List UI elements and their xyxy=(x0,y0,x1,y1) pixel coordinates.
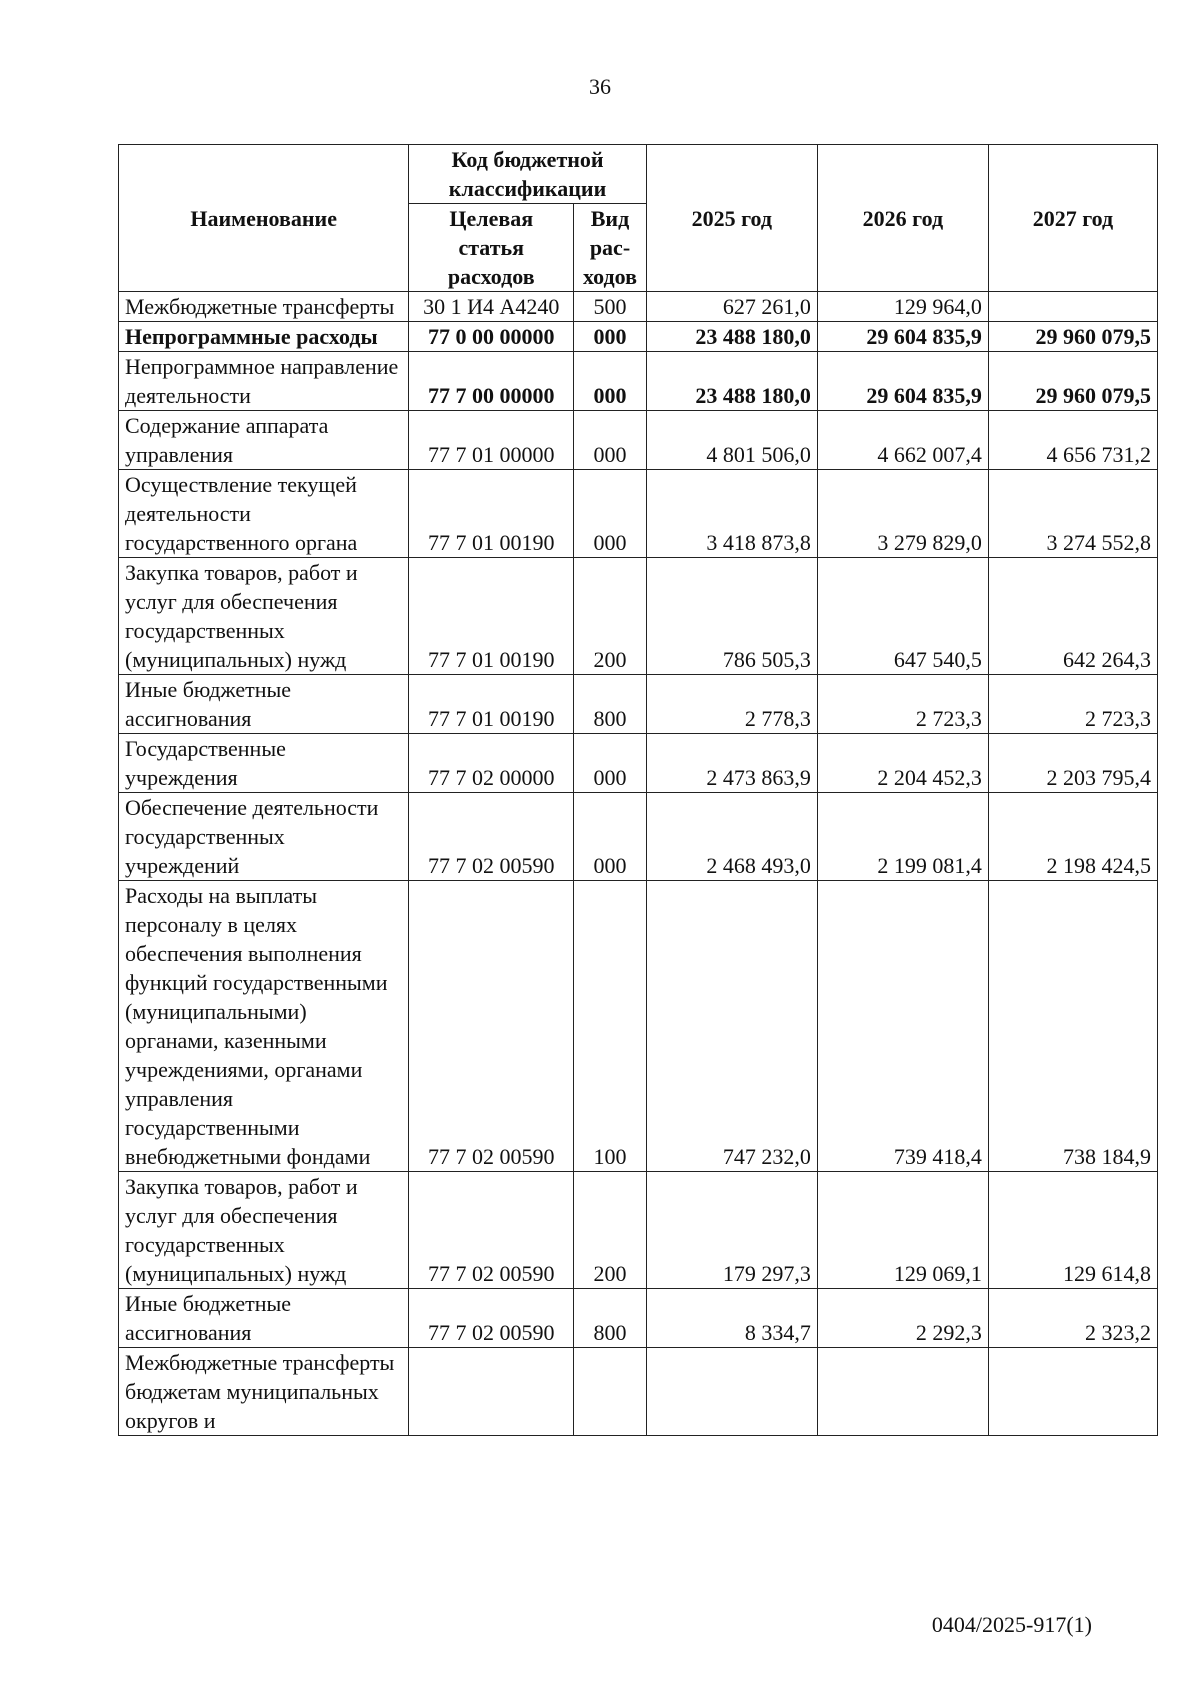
row-value-2027: 3 274 552,8 xyxy=(988,470,1157,558)
row-name: Обеспечение деятельности государственных учреждений xyxy=(119,793,409,881)
row-target-article: 77 7 01 00190 xyxy=(409,470,574,558)
row-name: Содержание аппарата управления xyxy=(119,411,409,470)
row-name: Расходы на выплаты персоналу в целях обеспечения выполнения функций государственными (муниципальными) органами, казенными учреждениями, органами управления государственными внебюджетными фондами xyxy=(119,881,409,1172)
row-value-2027 xyxy=(988,292,1157,322)
row-expense-kind: 100 xyxy=(574,881,647,1172)
row-value-2026: 29 604 835,9 xyxy=(817,322,988,352)
row-name: Межбюджетные трансферты бюджетам муниципальных округов и xyxy=(119,1348,409,1436)
row-expense-kind xyxy=(574,1348,647,1436)
row-value-2027: 642 264,3 xyxy=(988,558,1157,675)
row-value-2025: 2 778,3 xyxy=(646,675,817,734)
row-expense-kind: 000 xyxy=(574,470,647,558)
table-body xyxy=(119,292,1158,1436)
table-row xyxy=(119,1172,1158,1289)
row-value-2026: 2 723,3 xyxy=(817,675,988,734)
row-target-article: 77 7 00 00000 xyxy=(409,352,574,411)
row-value-2027: 129 614,8 xyxy=(988,1172,1157,1289)
row-value-2026: 4 662 007,4 xyxy=(817,411,988,470)
row-expense-kind: 000 xyxy=(574,322,647,352)
row-target-article: 30 1 И4 А4240 xyxy=(409,292,574,322)
document-code: 0404/2025-917(1) xyxy=(931,1612,1092,1637)
row-expense-kind: 200 xyxy=(574,558,647,675)
row-target-article: 77 7 02 00590 xyxy=(409,1172,574,1289)
row-value-2027: 2 203 795,4 xyxy=(988,734,1157,793)
row-target-article: 77 7 02 00590 xyxy=(409,1289,574,1348)
row-name: Иные бюджетные ассигнования xyxy=(119,675,409,734)
row-value-2025: 23 488 180,0 xyxy=(646,352,817,411)
header-target-article: Целевая статья расходов xyxy=(409,204,574,292)
table-row xyxy=(119,675,1158,734)
row-name: Иные бюджетные ассигнования xyxy=(119,1289,409,1348)
row-value-2026: 2 204 452,3 xyxy=(817,734,988,793)
budget-table xyxy=(118,144,1158,1436)
row-expense-kind: 000 xyxy=(574,793,647,881)
row-value-2027: 2 198 424,5 xyxy=(988,793,1157,881)
row-name: Осуществление текущей деятельности государственного органа xyxy=(119,470,409,558)
row-value-2025: 747 232,0 xyxy=(646,881,817,1172)
row-name: Непрограммное направление деятельности xyxy=(119,352,409,411)
row-value-2025: 3 418 873,8 xyxy=(646,470,817,558)
table-row xyxy=(119,1289,1158,1348)
row-value-2026: 647 540,5 xyxy=(817,558,988,675)
row-value-2025: 179 297,3 xyxy=(646,1172,817,1289)
table-row xyxy=(119,470,1158,558)
row-value-2027 xyxy=(988,1348,1157,1436)
header-2027: 2027 год xyxy=(988,145,1157,292)
row-value-2027: 738 184,9 xyxy=(988,881,1157,1172)
row-expense-kind: 800 xyxy=(574,1289,647,1348)
row-value-2027: 4 656 731,2 xyxy=(988,411,1157,470)
row-value-2026: 2 292,3 xyxy=(817,1289,988,1348)
row-value-2026: 129 964,0 xyxy=(817,292,988,322)
row-value-2025: 627 261,0 xyxy=(646,292,817,322)
row-target-article: 77 7 02 00000 xyxy=(409,734,574,793)
table-row xyxy=(119,734,1158,793)
table-row xyxy=(119,322,1158,352)
row-value-2026: 2 199 081,4 xyxy=(817,793,988,881)
table-row xyxy=(119,292,1158,322)
row-value-2025: 8 334,7 xyxy=(646,1289,817,1348)
row-value-2025: 2 473 863,9 xyxy=(646,734,817,793)
row-name: Закупка товаров, работ и услуг для обеспечения государственных (муниципальных) нужд xyxy=(119,1172,409,1289)
table-row xyxy=(119,1348,1158,1436)
table-row xyxy=(119,352,1158,411)
row-value-2026 xyxy=(817,1348,988,1436)
row-value-2027: 2 723,3 xyxy=(988,675,1157,734)
row-value-2025 xyxy=(646,1348,817,1436)
row-expense-kind: 000 xyxy=(574,352,647,411)
row-expense-kind: 800 xyxy=(574,675,647,734)
table-row xyxy=(119,411,1158,470)
row-value-2027: 29 960 079,5 xyxy=(988,352,1157,411)
row-target-article: 77 7 02 00590 xyxy=(409,793,574,881)
row-value-2025: 786 505,3 xyxy=(646,558,817,675)
table-row xyxy=(119,793,1158,881)
table-row xyxy=(119,881,1158,1172)
row-name: Государственные учреждения xyxy=(119,734,409,793)
row-value-2025: 2 468 493,0 xyxy=(646,793,817,881)
header-2025: 2025 год xyxy=(646,145,817,292)
row-target-article: 77 7 01 00190 xyxy=(409,558,574,675)
row-value-2026: 29 604 835,9 xyxy=(817,352,988,411)
row-target-article: 77 7 01 00000 xyxy=(409,411,574,470)
header-2026: 2026 год xyxy=(817,145,988,292)
row-value-2025: 23 488 180,0 xyxy=(646,322,817,352)
row-value-2026: 739 418,4 xyxy=(817,881,988,1172)
row-value-2026: 3 279 829,0 xyxy=(817,470,988,558)
table-row xyxy=(119,558,1158,675)
row-name: Закупка товаров, работ и услуг для обеспечения государственных (муниципальных) нужд xyxy=(119,558,409,675)
row-value-2026: 129 069,1 xyxy=(817,1172,988,1289)
row-value-2027: 2 323,2 xyxy=(988,1289,1157,1348)
page-number: 36 xyxy=(589,74,611,99)
row-expense-kind: 000 xyxy=(574,411,647,470)
row-expense-kind: 500 xyxy=(574,292,647,322)
row-name: Межбюджетные трансферты xyxy=(119,292,409,322)
row-target-article xyxy=(409,1348,574,1436)
row-target-article: 77 7 01 00190 xyxy=(409,675,574,734)
row-expense-kind: 000 xyxy=(574,734,647,793)
row-value-2025: 4 801 506,0 xyxy=(646,411,817,470)
row-value-2027: 29 960 079,5 xyxy=(988,322,1157,352)
row-expense-kind: 200 xyxy=(574,1172,647,1289)
row-name: Непрограммные расходы xyxy=(119,322,409,352)
header-name: Наименование xyxy=(119,145,409,292)
header-expense-kind: Вид рас-ходов xyxy=(574,204,647,292)
row-target-article: 77 7 02 00590 xyxy=(409,881,574,1172)
header-budget-code: Код бюджетной классификации xyxy=(409,145,646,204)
row-target-article: 77 0 00 00000 xyxy=(409,322,574,352)
